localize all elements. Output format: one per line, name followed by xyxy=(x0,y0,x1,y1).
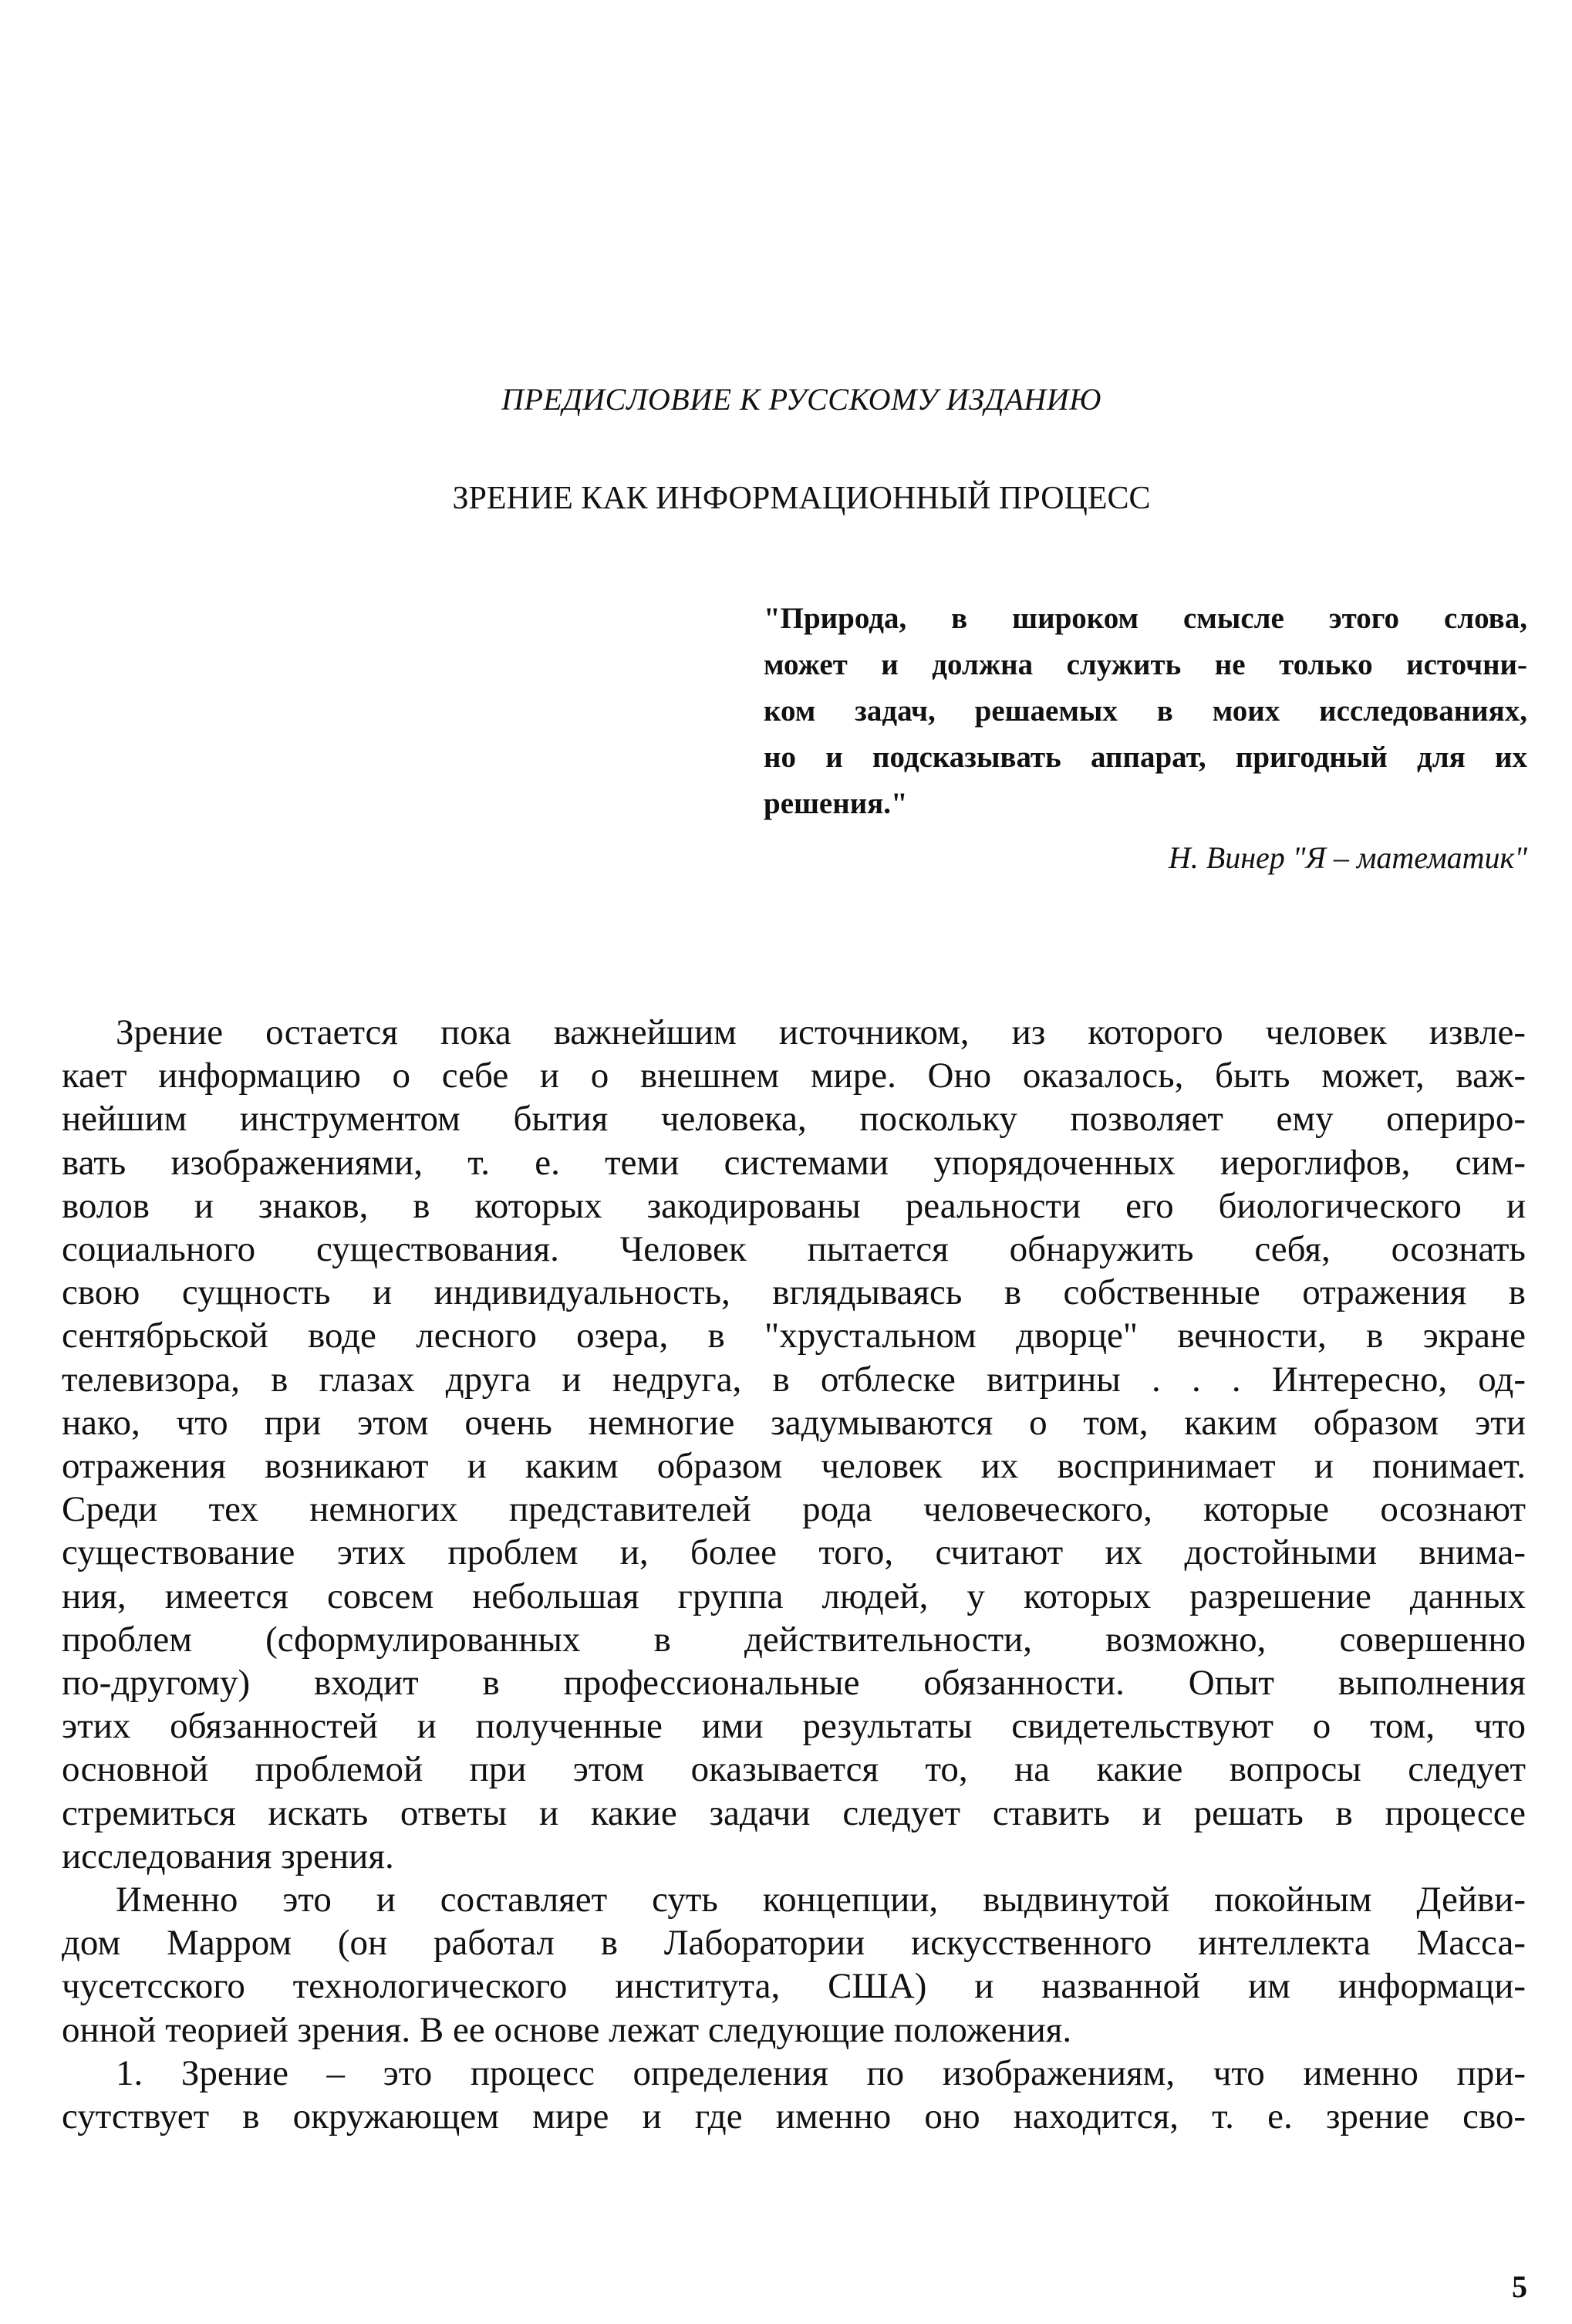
text-line: Зрение остается пока важнейшим источником, из которого человек извле- xyxy=(116,1012,1526,1052)
text-line: телевизора, в глазах друга и недруга, в отблеске витрины . . . Интересно, од- xyxy=(62,1359,1526,1400)
epigraph-line: но и подсказывать аппарат, пригодный для их xyxy=(764,741,1527,774)
epigraph-attribution: Н. Винер "Я – математик" xyxy=(1168,840,1527,875)
text-line: онной теорией зрения. В ее основе лежат следующие положения. xyxy=(62,2009,1072,2050)
text-line: сутствует в окружающем мире и где именно оно находится, т. е. зрение сво- xyxy=(62,2096,1526,2137)
epigraph xyxy=(764,596,1527,827)
text-line: Среди тех немногих представителей рода человеческого, которые осознают xyxy=(62,1489,1526,1530)
body-text xyxy=(62,1011,1526,2138)
text-line: социального существования. Человек пытается обнаружить себя, осознать xyxy=(62,1229,1526,1270)
text-line: отражения возникают и каким образом человек их воспринимает и понимает. xyxy=(62,1446,1526,1487)
epigraph-line: решения." xyxy=(764,787,908,820)
text-line: по-другому) входит в профессиональные обязанности. Опыт выполнения xyxy=(62,1663,1526,1704)
text-line: проблем (сформулированных в действительности, возможно, совершенно xyxy=(62,1619,1526,1660)
text-line: нейшим инструментом бытия человека, поскольку позволяет ему опериро- xyxy=(62,1099,1526,1140)
text-line: 1. Зрение – это процесс определения по изображениям, что именно при- xyxy=(116,2052,1526,2093)
text-line: свою сущность и индивидуальность, вглядываясь в собственные отражения в xyxy=(62,1272,1526,1313)
page-number: 5 xyxy=(1512,2269,1527,2304)
text-line: чусетсского технологического института, США) и названной им информаци- xyxy=(62,1966,1526,2007)
text-line: существование этих проблем и, более того, считают их достойными внима- xyxy=(62,1532,1526,1573)
text-line: нако, что при этом очень немногие задумываются о том, каким образом эти xyxy=(62,1402,1526,1443)
text-line: этих обязанностей и полученные ими результаты свидетельствуют о том, что xyxy=(62,1706,1526,1747)
text-line: Именно это и составляет суть концепции, выдвинутой покойным Дейви- xyxy=(116,1880,1526,1920)
text-line: ния, имеется совсем небольшая группа людей, у которых разрешение данных xyxy=(62,1576,1526,1616)
text-line: стремиться искать ответы и какие задачи следует ставить и решать в процессе xyxy=(62,1792,1526,1833)
text-line: вать изображениями, т. е. теми системами упорядоченных иероглифов, сим- xyxy=(62,1142,1526,1183)
text-line: сентябрьской воде лесного озера, в "хрустальном дворце" вечности, в экране xyxy=(62,1316,1526,1356)
epigraph-line: "Природа, в широком смысле этого слова, xyxy=(764,602,1527,635)
text-line: дом Марром (он работал в Лаборатории искусственного интеллекта Масса- xyxy=(62,1923,1526,1964)
epigraph-line: может и должна служить не только источни- xyxy=(764,648,1527,681)
chapter-title: ЗРЕНИЕ КАК ИНФОРМАЦИОННЫЙ ПРОЦЕСС xyxy=(452,481,1151,516)
epigraph-line: ком задач, решаемых в моих исследованиях, xyxy=(764,694,1527,728)
text-line: кает информацию о себе и о внешнем мире. Оно оказалось, быть может, важ- xyxy=(62,1056,1526,1096)
text-line: основной проблемой при этом оказывается то, на какие вопросы следует xyxy=(62,1749,1526,1790)
section-title: ПРЕДИСЛОВИЕ К РУССКОМУ ИЗДАНИЮ xyxy=(501,382,1101,417)
text-line: волов и знаков, в которых закодированы реальности его биологического и xyxy=(62,1185,1526,1226)
text-line: исследования зрения. xyxy=(62,1836,394,1876)
